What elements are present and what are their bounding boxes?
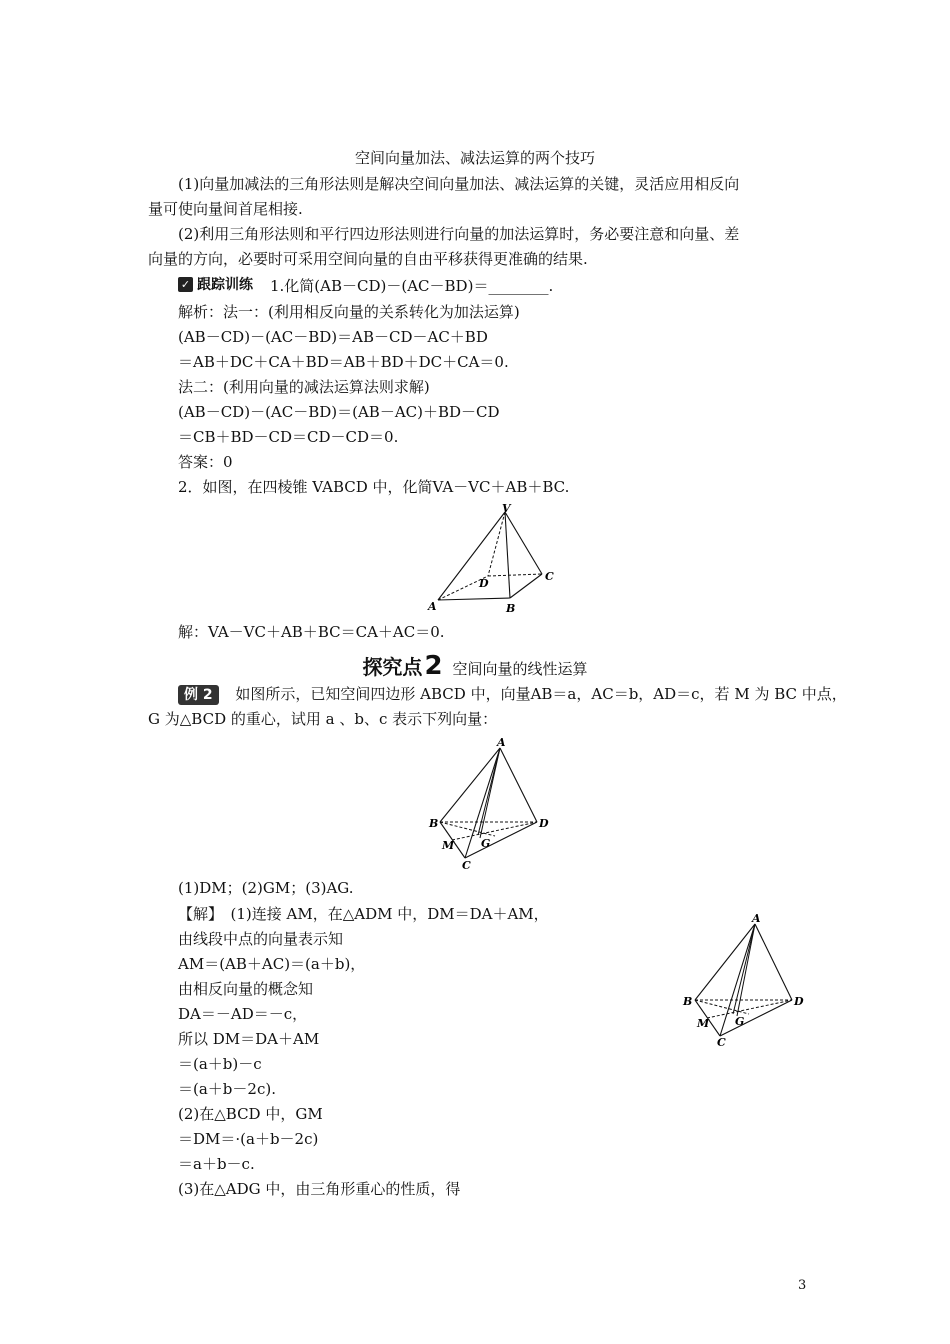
- label-c: C: [717, 1036, 726, 1048]
- pyramid-figure: [420, 500, 570, 618]
- label-v: V: [502, 502, 511, 515]
- label-b: B: [429, 817, 439, 830]
- example-text-1: 如图所示，已知空间四边形 ABCD 中，向量AB＝a，AC＝b，AD＝c，若 M 为 BC 中点，: [235, 685, 847, 703]
- label-d: D: [794, 995, 804, 1008]
- section-title: 空间向量加法、减法运算的两个技巧: [354, 149, 595, 167]
- solution-line: (AB－CD)－(AC－BD)＝AB－CD－AC＋BD: [178, 328, 488, 346]
- solution-line: ＝CB＋BD－CD＝CD－CD＝0.: [178, 428, 399, 446]
- label-b: B: [683, 995, 693, 1008]
- paragraph-2-line-2: 向量的方向，必要时可采用空间向量的自由平移获得更准确的结果.: [148, 250, 588, 268]
- solution-step: ＝a＋b－c.: [178, 1155, 255, 1173]
- label-d: D: [479, 577, 489, 590]
- question-2-solution: 解：VA－VC＋AB＋BC＝CA＋AC＝0.: [178, 623, 445, 641]
- section-heading-label: 探究点: [362, 655, 423, 679]
- label-g: G: [481, 837, 491, 850]
- label-c: C: [462, 859, 471, 872]
- page-number: 3: [798, 1278, 807, 1293]
- example-tag: 例 2: [178, 685, 219, 705]
- label-c: C: [545, 570, 554, 583]
- solution-line: 法二：(利用向量的减法运算法则求解): [178, 378, 430, 396]
- question-2: 2．如图，在四棱锥 VABCD 中，化简VA－VC＋AB＋BC.: [178, 478, 570, 496]
- section-subtitle: 空间向量的线性运算: [452, 660, 588, 678]
- question-1: 1.化简(AB－CD)－(AC－BD)＝________.: [270, 277, 554, 295]
- solution-step: ＝(a＋b－2c).: [178, 1080, 276, 1098]
- solution-line: ＝AB＋DC＋CA＋BD＝AB＋BD＋DC＋CA＝0.: [178, 353, 509, 371]
- label-g: G: [735, 1015, 745, 1028]
- solution-step: ＝DM＝·(a＋b－2c): [178, 1130, 319, 1148]
- label-a: A: [752, 912, 761, 925]
- solution-step: 【解】 (1)连接 AM，在△ADM 中，DM＝DA＋AM，: [178, 905, 549, 923]
- solution-step: 由线段中点的向量表示知: [178, 930, 344, 948]
- solution-step: DA＝－AD＝－c，: [178, 1005, 308, 1023]
- label-m: M: [442, 839, 455, 852]
- example-line-2: G 为△BCD 的重心，试用 a 、b、c 表示下列向量：: [148, 710, 498, 728]
- example-line-1: [178, 684, 847, 705]
- training-tag: [178, 274, 253, 294]
- tasks: (1)DM；(2)GM；(3)AG.: [178, 879, 354, 897]
- training-tag-label: 跟踪训练: [197, 277, 253, 293]
- solution-step: ＝(a＋b)－c: [178, 1055, 262, 1073]
- paragraph-2-line-1: (2)利用三角形法则和平行四边形法则进行向量的加法运算时，务必要注意和向量、差: [178, 225, 740, 243]
- label-d: D: [539, 817, 549, 830]
- solution-step: AM＝(AB＋AC)＝(a＋b)，: [178, 955, 366, 973]
- solution-step: 由相反向量的概念知: [178, 980, 314, 998]
- section-heading: [0, 651, 950, 681]
- label-b: B: [506, 602, 516, 615]
- tetrahedron-figure: [425, 734, 560, 872]
- section-number: 2: [424, 651, 443, 681]
- label-a: A: [497, 736, 506, 749]
- tetrahedron-figure-2: [675, 910, 810, 1048]
- label-m: M: [697, 1017, 710, 1030]
- paragraph-1-line-1: (1)向量加减法的三角形法则是解决空间向量加法、减法运算的关键，灵活应用相反向: [178, 175, 740, 193]
- solution-step: (3)在△ADG 中，由三角形重心的性质，得: [178, 1180, 461, 1198]
- solution-step: 所以 DM＝DA＋AM: [178, 1030, 320, 1048]
- answer: 答案：0: [178, 453, 233, 471]
- solution-step: (2)在△BCD 中，GM: [178, 1105, 323, 1123]
- label-a: A: [428, 600, 437, 613]
- check-icon: ✓: [178, 277, 193, 292]
- solution-line: (AB－CD)－(AC－BD)＝(AB－AC)＋BD－CD: [178, 403, 500, 421]
- paragraph-1-line-2: 量可使向量间首尾相接.: [148, 200, 303, 218]
- solution-line: 解析：法一：(利用相反向量的关系转化为加法运算): [178, 303, 520, 321]
